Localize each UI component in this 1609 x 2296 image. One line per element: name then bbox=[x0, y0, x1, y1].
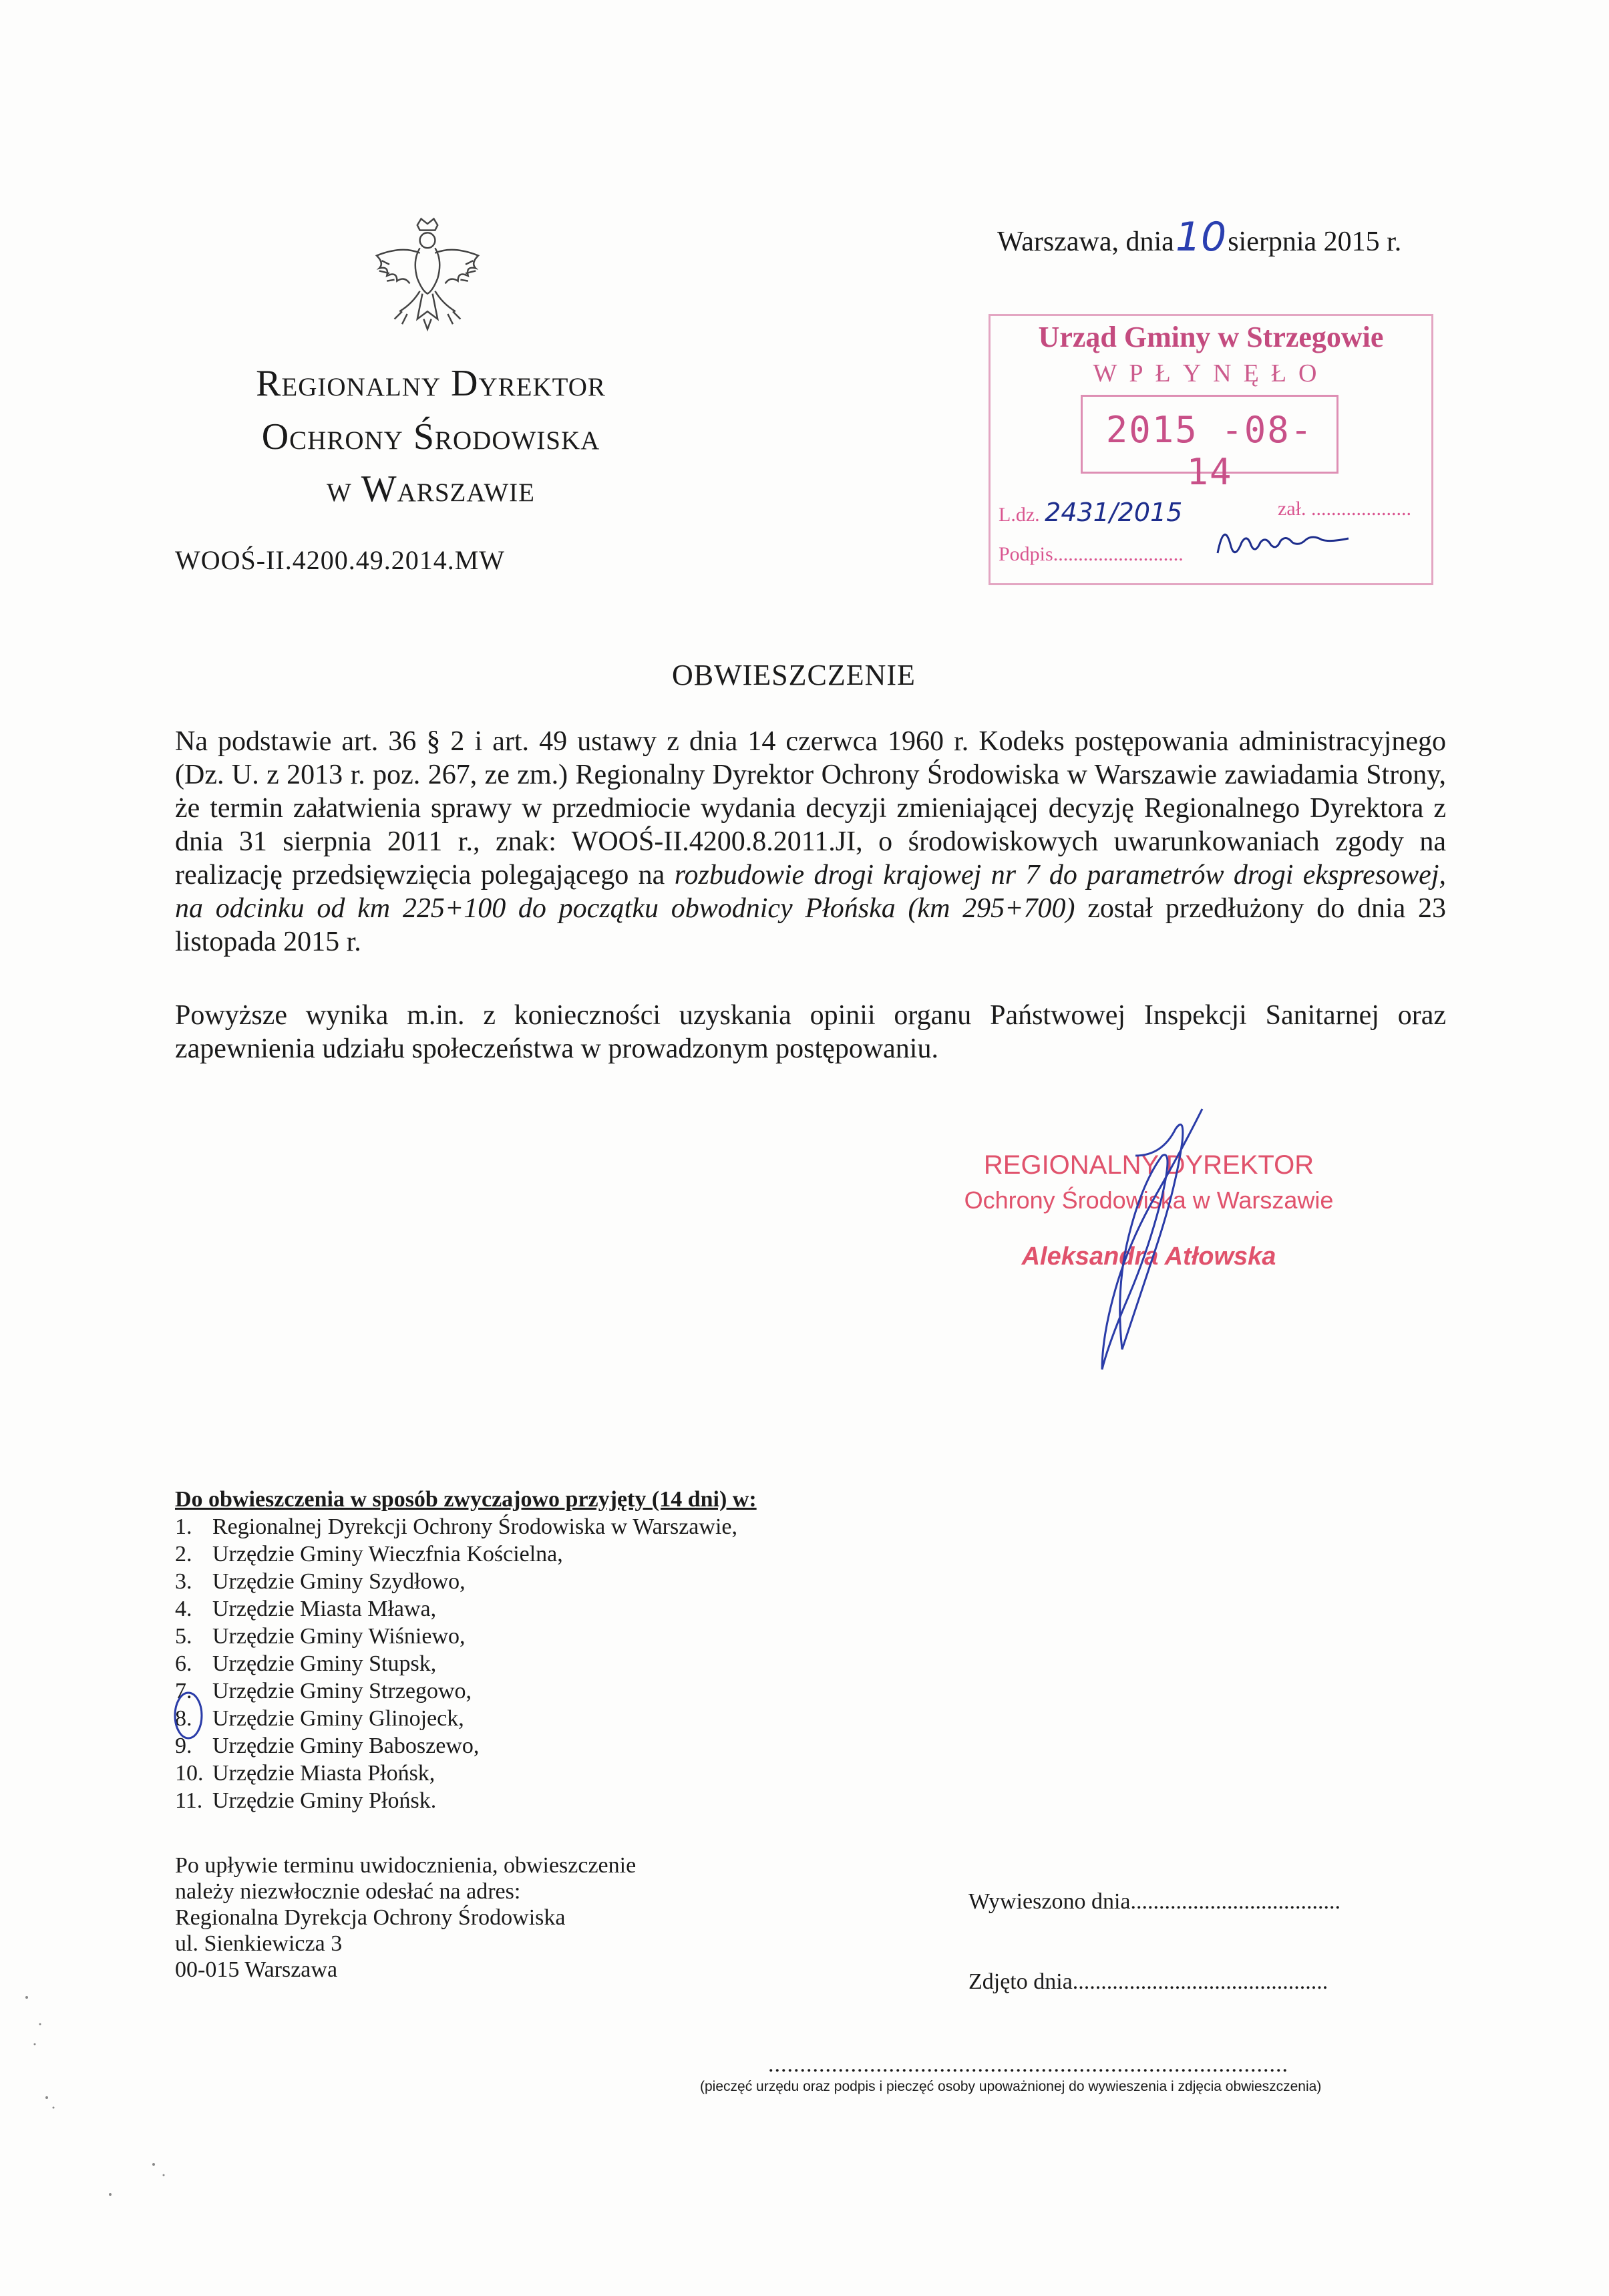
list-item bbox=[175, 1732, 757, 1760]
return-line3: Regionalna Dyrekcja Ochrony Środowiska bbox=[175, 1905, 566, 1930]
list-item-number: 1. bbox=[175, 1514, 192, 1539]
stamp-received: WPŁYNĘŁO bbox=[1093, 359, 1329, 387]
signature-footnote: (pieczęć urzędu oraz podpis i pieczęć osoby upoważnionej do wywieszenia i zdjęcia obwieszczenia) bbox=[700, 2079, 1322, 2094]
stamp-podpis: Podpis.......................... bbox=[999, 543, 1184, 565]
list-item bbox=[175, 1650, 757, 1677]
list-item-text: Urzędzie Gminy Glinojeck, bbox=[212, 1706, 464, 1731]
stamp-date-box bbox=[1081, 395, 1338, 493]
date-suffix: sierpnia 2015 r. bbox=[1228, 226, 1402, 257]
list-item-number: 3. bbox=[175, 1569, 192, 1594]
stamp-office: Urząd Gminy w Strzegowie bbox=[1038, 321, 1384, 353]
stamp-zal: zał. .................... bbox=[1278, 498, 1411, 520]
list-item bbox=[175, 1540, 757, 1568]
removed-date-field: Zdjęto dnia............................................. bbox=[968, 1969, 1328, 1994]
list-item bbox=[175, 1677, 757, 1705]
stamp-ldz bbox=[999, 498, 1182, 527]
list-item bbox=[175, 1760, 757, 1787]
org-name-line2: Ochrony Środowiska bbox=[261, 416, 600, 458]
list-item-text: Urzędzie Gminy Wiśniewo, bbox=[212, 1624, 466, 1649]
received-stamp bbox=[989, 314, 1433, 585]
scan-specks-icon bbox=[13, 1964, 174, 2245]
list-item-text: Urzędzie Gminy Baboszewo, bbox=[212, 1734, 480, 1758]
stamp-ldz-value: 2431/2015 bbox=[1045, 498, 1183, 527]
list-item bbox=[175, 1568, 757, 1595]
stamp-date: 2015 -08- 14 bbox=[1105, 409, 1314, 493]
list-item-text: Urzędzie Gminy Strzegowo, bbox=[212, 1679, 472, 1703]
list-item-number: 9. bbox=[175, 1734, 192, 1758]
handwritten-initials-icon bbox=[1211, 516, 1365, 570]
org-name-line3: w Warszawie bbox=[326, 468, 535, 510]
distribution-list bbox=[175, 1486, 757, 1814]
list-item-number: 10. bbox=[175, 1761, 204, 1786]
signature-stamp-title: REGIONALNY DYREKTOR bbox=[983, 1150, 1314, 1180]
list-item bbox=[175, 1513, 757, 1540]
list-item-number: 4. bbox=[175, 1597, 192, 1621]
return-line1: Po upływie terminu uwidocznienia, obwieszczenie bbox=[175, 1853, 637, 1878]
polish-eagle-emblem-icon bbox=[364, 212, 491, 339]
stamp-ldz-label: L.dz. bbox=[999, 504, 1040, 526]
handwritten-circle-mark-icon bbox=[167, 1686, 207, 1746]
paragraph-1-end: został przedłużony do dnia 23 listopada 2015 r. bbox=[175, 893, 1446, 957]
list-item bbox=[175, 1595, 757, 1623]
list-item-number: 2. bbox=[175, 1542, 192, 1567]
paragraph-1-project: rozbudowie drogi krajowej nr 7 do parametrów drogi ekspresowej, na odcinku od km 225+100 do początku obwodnicy Płońska (km 295+700) bbox=[175, 860, 1446, 924]
document-date bbox=[997, 214, 1401, 261]
signature-stamp-office: Ochrony Środowiska w Warszawie bbox=[964, 1186, 1334, 1214]
return-line5: 00-015 Warszawa bbox=[175, 1957, 338, 1982]
list-item-number: 8. bbox=[175, 1706, 192, 1731]
reference-number: WOOŚ-II.4200.49.2014.MW bbox=[175, 545, 506, 575]
list-item-text: Urzędzie Gminy Płońsk. bbox=[212, 1788, 437, 1813]
list-item-text: Urzędzie Miasta Mława, bbox=[212, 1597, 437, 1621]
paragraph-1-start: Na podstawie art. 36 § 2 i art. 49 ustawy z dnia 14 czerwca 1960 r. Kodeks postępowania administracyjnego (Dz. U. z 2013 r. poz. 267, ze zm.) Regionalny Dyrektor Ochrony Środowiska w Warszawie zawiadamia Strony, że termin załatwienia sprawy w przedmiocie wydania decyzji zmieniającej decyzję Regionalnego Dyrektora z dnia 31 sierpnia 2011 r., znak: WOOŚ-II.4200.8.2011.JI, o środowiskowych uwarunkowaniach zgody na realizację przedsięwzięcia polegającego na bbox=[175, 726, 1446, 890]
distribution-heading: Do obwieszczenia w sposób zwyczajowo przyjęty (14 dni) w: bbox=[175, 1487, 757, 1512]
date-prefix: Warszawa, dnia bbox=[997, 226, 1174, 257]
list-item-number: 7. bbox=[175, 1679, 192, 1703]
handwritten-signature-icon bbox=[1015, 1096, 1242, 1396]
signature-line: .................................................................................. bbox=[768, 2052, 1288, 2077]
list-item-number: 5. bbox=[175, 1624, 192, 1649]
date-day-handwritten: 10 bbox=[1175, 214, 1227, 261]
signature-stamp-name: Aleksandra Atłowska bbox=[1021, 1243, 1276, 1271]
list-item-text: Urzędzie Gminy Stupsk, bbox=[212, 1651, 437, 1676]
list-item-text: Urzędzie Miasta Płońsk, bbox=[212, 1761, 435, 1786]
return-line4: ul. Sienkiewicza 3 bbox=[175, 1931, 343, 1956]
list-item-text: Regionalnej Dyrekcji Ochrony Środowiska w Warszawie, bbox=[212, 1514, 737, 1539]
list-item-number: 6. bbox=[175, 1651, 192, 1676]
document-title: OBWIESZCZENIE bbox=[672, 659, 916, 691]
posted-date-field: Wywieszono dnia..................................... bbox=[968, 1889, 1340, 1914]
return-address bbox=[175, 1852, 636, 1983]
list-item bbox=[175, 1623, 757, 1650]
list-item-number: 11. bbox=[175, 1788, 203, 1813]
return-line2: należy niezwłocznie odesłać na adres: bbox=[175, 1879, 521, 1904]
org-name-line1: Regionalny Dyrektor bbox=[256, 363, 606, 404]
list-item bbox=[175, 1787, 757, 1814]
body-paragraph-2: Powyższe wynika m.in. z konieczności uzyskania opinii organu Państwowej Inspekcji Sanitarnej oraz zapewnienia udziału społeczeństwa w prowadzonym postępowaniu. bbox=[175, 1000, 1446, 1064]
list-item-text: Urzędzie Gminy Wieczfnia Kościelna, bbox=[212, 1542, 563, 1567]
list-item bbox=[175, 1705, 757, 1732]
list-item-text: Urzędzie Gminy Szydłowo, bbox=[212, 1569, 466, 1594]
body-paragraph-1 bbox=[175, 725, 1446, 959]
